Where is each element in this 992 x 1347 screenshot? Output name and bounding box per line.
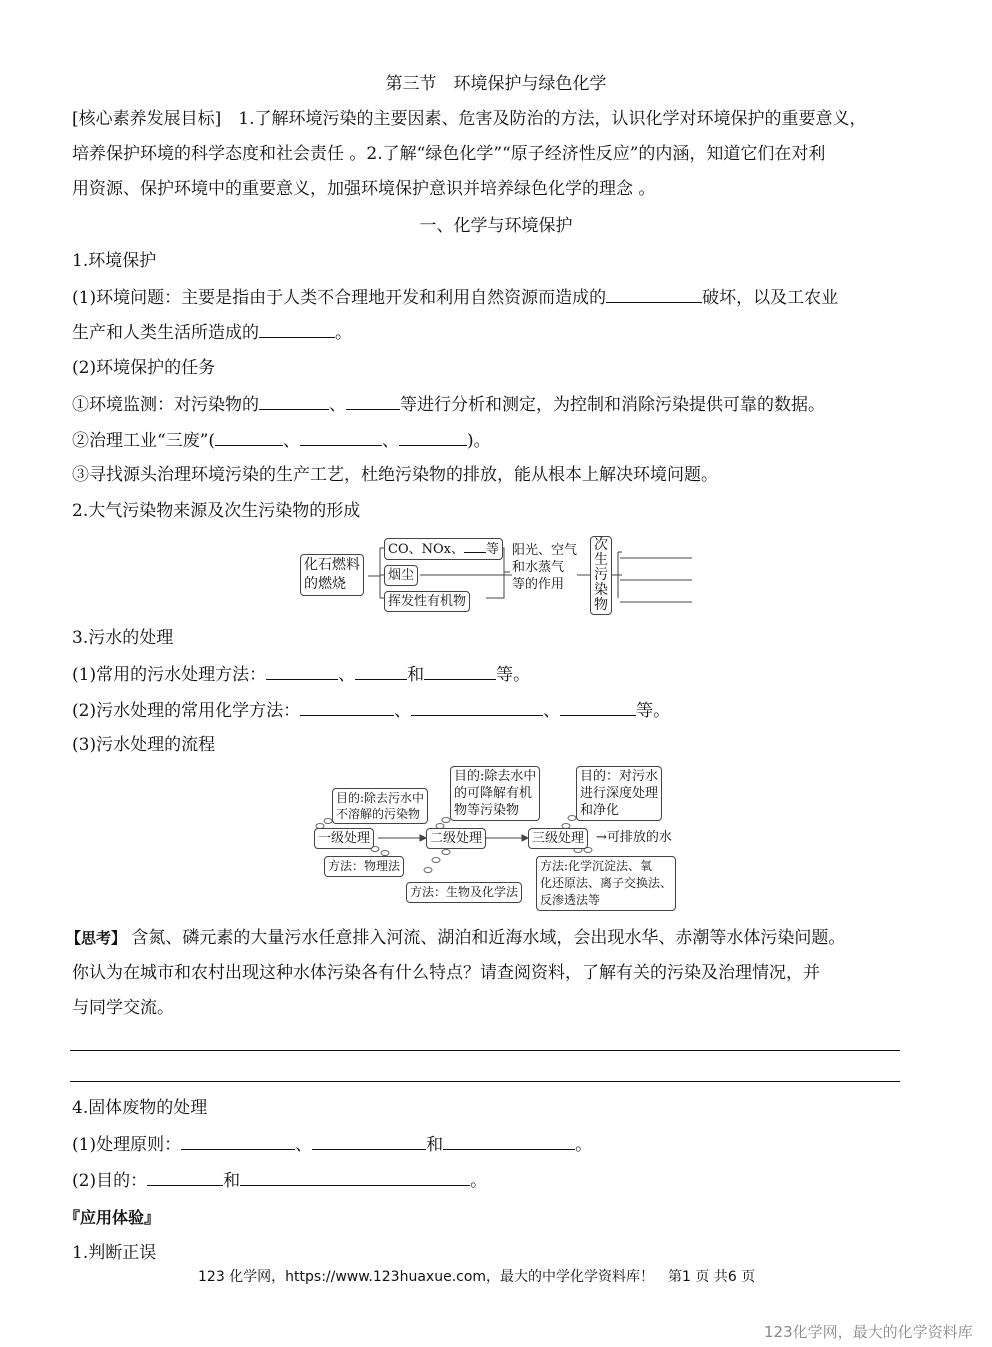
apply-heading: 『应用体验』	[64, 1208, 161, 1227]
stage-secondary: 二级处理	[426, 828, 486, 849]
source-box	[300, 554, 364, 596]
blank	[464, 540, 486, 553]
think-line-3: 与同学交流。	[72, 998, 174, 1018]
text: 生	[594, 552, 608, 568]
text: (2)目的：	[72, 1171, 148, 1191]
secondary-pollutant-box	[590, 536, 612, 615]
text: 含氮、磷元素的大量污水任意排入河流、湖泊和近海水域，会出现水华、赤潮等水体污染问题。	[126, 928, 846, 948]
pollutant-box: 烟尘	[384, 565, 418, 586]
text: 和	[223, 1171, 241, 1191]
para	[72, 663, 530, 686]
blank	[312, 1133, 426, 1150]
text: 染	[594, 582, 608, 598]
para: (2)环境保护的任务	[72, 358, 216, 378]
text: 等。	[636, 701, 671, 721]
para: (3)污水处理的流程	[72, 735, 216, 755]
para: ③寻找源头治理环境污染的生产工艺，杜绝污染物的排放，能从根本上解决环境问题。	[72, 465, 718, 485]
text: 和水蒸气	[512, 559, 577, 576]
text: 等进行分析和测定，为控制和消除污染提供可靠的数据。	[400, 395, 825, 415]
blank	[259, 393, 329, 410]
blank	[399, 429, 467, 446]
text: 阳光、空气	[512, 543, 578, 558]
blank	[411, 699, 543, 716]
method-box-3	[536, 856, 676, 911]
goals-label: [核心素养发展目标]	[72, 109, 222, 129]
heading-4: 4.固体废物的处理	[72, 1098, 208, 1118]
goals-line-2: 培养保护环境的科学态度和社会责任 。2.了解“绿色化学”“原子经济性反应”的内涵，知道它们在对利	[72, 144, 826, 164]
think-line-2: 你认为在城市和农村出现这种水体污染各有什么特点？请查阅资料，了解有关的污染及治理情况，并	[72, 963, 820, 983]
blank	[606, 286, 702, 303]
page-footer: 123 化学网，https://www.123huaxue.com，最大的中学化学资料库！ 第1 页 共6 页	[198, 1269, 756, 1285]
text: (2)污水处理的常用化学方法：	[72, 701, 301, 721]
pollutant-box: 挥发性有机物	[384, 591, 470, 612]
method-box-2: 方法：生物及化学法	[406, 882, 522, 903]
goal-box-1	[332, 788, 428, 824]
text: 生产和人类生活所造成的	[72, 323, 259, 343]
para	[72, 699, 670, 722]
goals-line-1	[72, 108, 866, 130]
blank	[266, 663, 338, 680]
text: (1)常用的污水处理方法：	[72, 665, 267, 685]
goals-line-3: 用资源、保护环境中的重要意义，加强环境保护意识并培养绿色化学的理念 。	[72, 179, 656, 199]
text: 、	[295, 1135, 313, 1155]
text: 等	[485, 542, 499, 557]
blank	[181, 1133, 295, 1150]
blank	[259, 321, 335, 338]
text: (1)处理原则：	[72, 1135, 182, 1155]
text: 、	[338, 665, 356, 685]
think-label: 【思考】	[66, 929, 127, 947]
text: 的燃烧	[304, 576, 346, 592]
method-box-1: 方法：物理法	[324, 856, 404, 877]
think-line-1	[66, 927, 845, 949]
text: 目的:除去污水中	[336, 791, 425, 805]
blank	[147, 1169, 223, 1186]
blank	[560, 699, 636, 716]
heading-1: 1.环境保护	[72, 251, 157, 271]
para	[72, 393, 825, 416]
blank	[424, 663, 496, 680]
question-1: 1.判断正误	[72, 1243, 157, 1263]
text: 。	[575, 1135, 593, 1155]
text: 等。	[496, 665, 531, 685]
text: 。	[470, 1171, 488, 1191]
heading-3: 3.污水的处理	[72, 628, 174, 648]
answer-line[interactable]	[70, 1050, 900, 1051]
section-title: 第三节 环境保护与绿色化学	[385, 74, 607, 94]
para	[72, 1169, 487, 1192]
blank	[443, 1133, 575, 1150]
text: )。	[467, 431, 491, 451]
para	[72, 429, 491, 452]
text: 、	[283, 431, 301, 451]
para	[72, 321, 352, 344]
air-pollution-diagram	[300, 536, 700, 616]
text: 和	[426, 1135, 444, 1155]
conditions	[512, 542, 577, 593]
text: 破坏，以及工农业	[702, 288, 839, 308]
text: 物	[594, 597, 608, 613]
output-label: →可排放的水	[596, 830, 672, 845]
text: 、	[329, 395, 346, 415]
stage-primary: 一级处理	[314, 828, 374, 849]
text: 。	[335, 323, 352, 343]
text: ①环境监测：对污染物的	[72, 395, 259, 415]
part-heading: 一、化学与环境保护	[419, 216, 573, 236]
text: 、	[382, 431, 400, 451]
text: 污	[594, 567, 608, 583]
para	[72, 286, 838, 309]
blank	[240, 1169, 470, 1186]
blank	[300, 429, 382, 446]
text: 物等污染物	[454, 803, 520, 818]
goal-box-3	[576, 766, 662, 821]
para	[72, 1133, 592, 1156]
text: 方法:化学沉淀法、氧	[540, 859, 653, 873]
pollutant-box	[384, 538, 503, 560]
text: 进行深度处理	[580, 786, 659, 801]
answer-line[interactable]	[70, 1081, 900, 1082]
wastewater-flow-diagram	[310, 766, 690, 916]
stage-tertiary: 三级处理	[528, 828, 588, 849]
heading-2: 2.大气污染物来源及次生污染物的形成	[72, 501, 361, 521]
blank	[355, 663, 407, 680]
text: 化石燃料	[304, 557, 360, 573]
blank	[215, 429, 283, 446]
text: 、	[543, 701, 561, 721]
watermark: 123化学网，最大的化学资料库	[764, 1323, 973, 1341]
goals-text: 1.了解环境污染的主要因素、危害及防治的方法，认识化学对环境保护的重要意义，	[221, 109, 867, 129]
text: 化还原法、离子交换法、	[540, 876, 673, 890]
text: 和	[407, 665, 425, 685]
text: (1)环境问题：主要是指由于人类不合理地开发和利用自然资源而造成的	[72, 288, 607, 308]
text: 、	[394, 701, 412, 721]
text: 等的作用	[512, 576, 577, 593]
text: 次	[594, 537, 608, 553]
text: ②治理工业“三废”(	[72, 431, 216, 451]
blank	[346, 393, 400, 410]
text: 目的：对污水	[580, 769, 659, 784]
goal-box-2	[450, 766, 540, 821]
text: 的可降解有机	[454, 786, 533, 801]
text: 不溶解的污染物	[336, 807, 421, 821]
text: 反渗透法等	[540, 893, 601, 907]
text: 目的:除去水中	[454, 769, 537, 784]
text: CO、NOx、	[388, 542, 464, 557]
blank	[300, 699, 394, 716]
text: 和净化	[580, 803, 620, 818]
